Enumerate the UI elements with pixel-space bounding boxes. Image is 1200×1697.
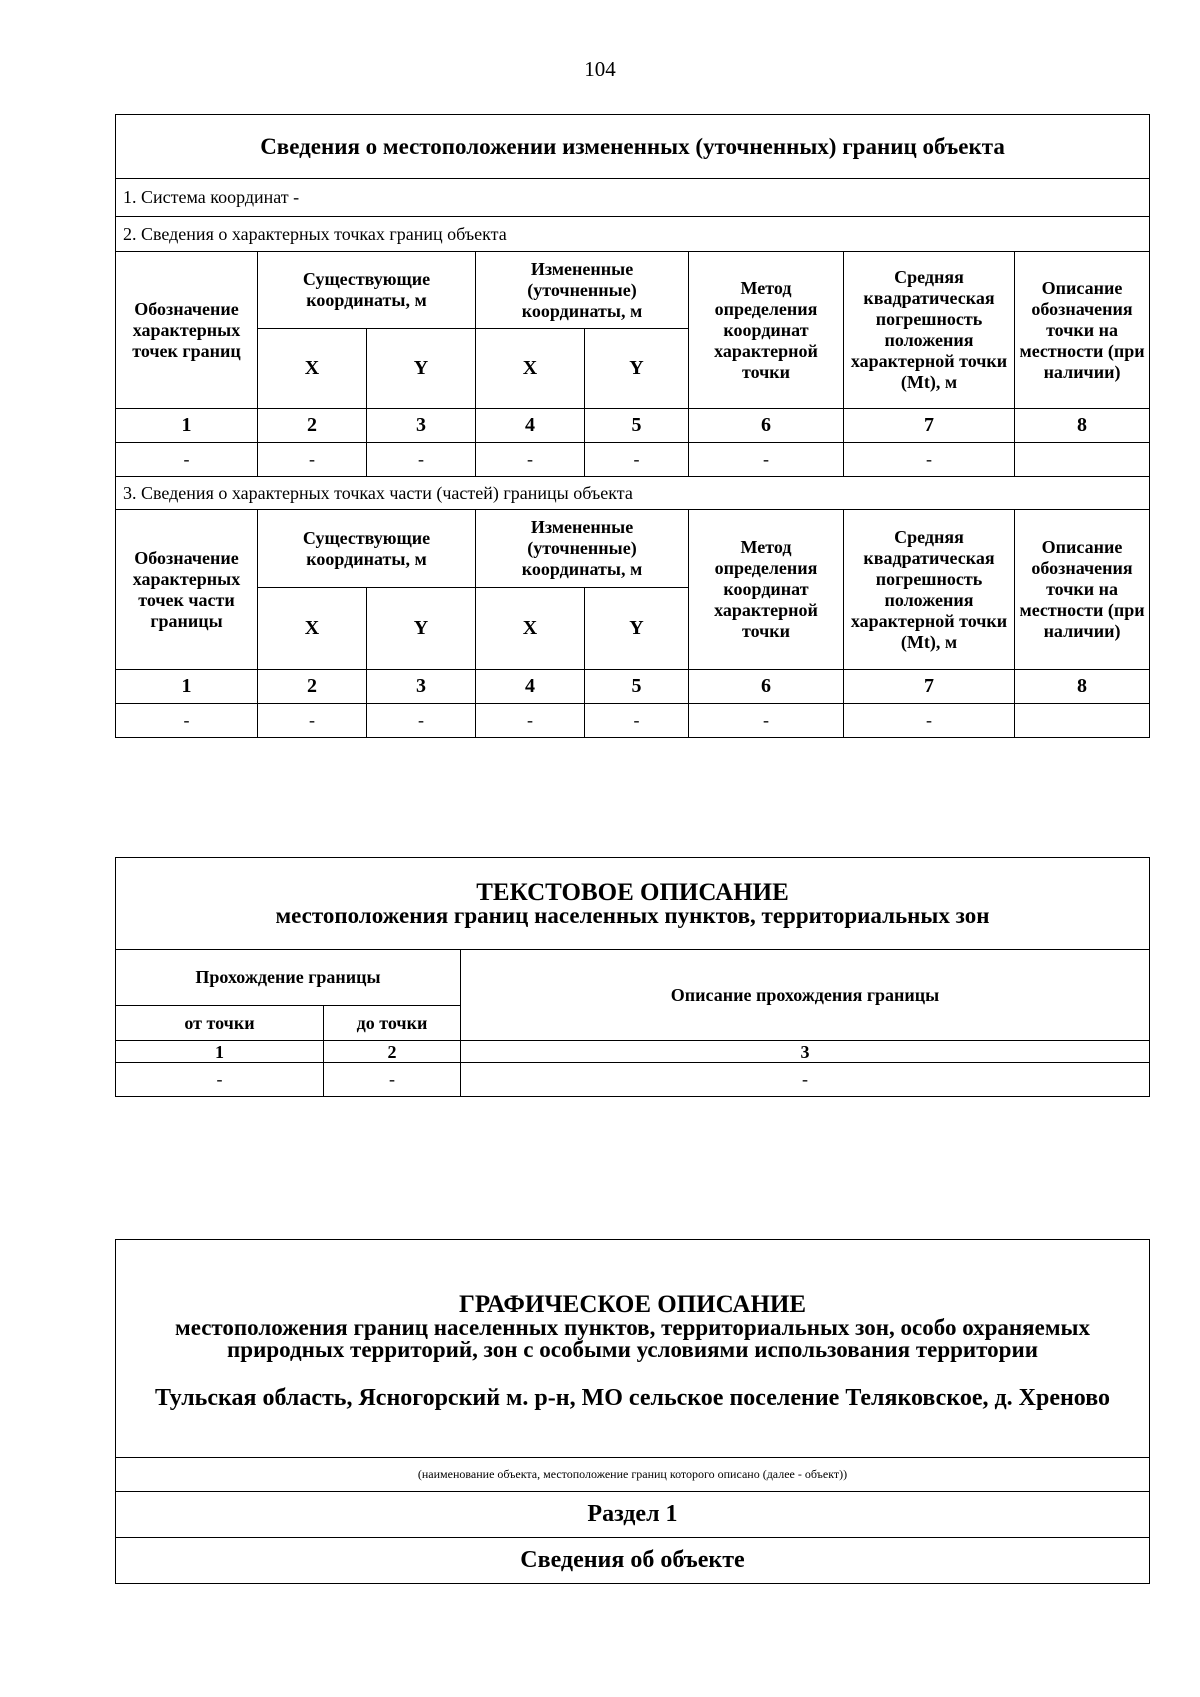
coordinate-system: 1. Система координат - [116,179,1150,217]
header-x: X [476,588,585,670]
graphic-description-table [115,1239,1150,1584]
cell-value: - [689,704,844,738]
header-y: Y [367,588,476,670]
header-existing-coords: Существующие координаты, м [258,510,476,588]
cell-value [1015,443,1150,477]
column-number: 2 [324,1041,461,1063]
header-method: Метод определения координат характерной точки [689,510,844,670]
column-number: 3 [367,409,476,443]
header-designation-part: Обозначение характерных точек части границы [116,510,258,670]
column-number: 6 [689,670,844,704]
header-y: Y [585,329,689,409]
cell-value: - [324,1063,461,1097]
header-error: Средняя квадратическая погрешность положения характерной точки (Mt), м [844,252,1015,409]
column-number: 8 [1015,670,1150,704]
cell-value: - [689,443,844,477]
cell-value: - [367,443,476,477]
boundary-coordinates-table [115,114,1150,738]
column-numbers-row [116,409,1150,443]
text-description-header [116,858,1150,950]
graphic-description-header [116,1240,1150,1458]
text-description-title: ТЕКСТОВОЕ ОПИСАНИЕ [476,879,789,906]
cell-value: - [585,443,689,477]
cell-value: - [367,704,476,738]
header-method: Метод определения координат характерной точки [689,252,844,409]
table-row [116,1063,1150,1097]
header-description: Описание обозначения точки на местности (при наличии) [1015,510,1150,670]
header-x: X [258,329,367,409]
column-number: 1 [116,670,258,704]
column-number: 7 [844,670,1015,704]
cell-value: - [116,704,258,738]
cell-value: - [844,443,1015,477]
header-error: Средняя квадратическая погрешность положения характерной точки (Mt), м [844,510,1015,670]
text-description-table [115,857,1150,1097]
cell-value [1015,704,1150,738]
header-changed-coords: Измененные (уточненные) координаты, м [476,510,689,588]
cell-value: - [461,1063,1150,1097]
cell-value: - [258,704,367,738]
column-number: 4 [476,409,585,443]
cell-value: - [585,704,689,738]
column-numbers-row [116,670,1150,704]
object-name: Тульская область, Ясногорский м. р-н, МО сельское поселение Теляковское, д. Хреново [154,1384,1110,1411]
object-name-note: (наименование объекта, местоположение границ которого описано (далее - объект)) [116,1458,1150,1492]
header-from-point: от точки [116,1006,324,1041]
header-designation: Обозначение характерных точек границ [116,252,258,409]
column-number: 1 [116,1041,324,1063]
column-number: 8 [1015,409,1150,443]
table-title: Сведения о местоположении измененных (уточненных) границ объекта [116,115,1150,179]
header-changed-coords: Измененные (уточненные) координаты, м [476,252,689,329]
table-row [116,443,1150,477]
page-number: 104 [584,57,616,81]
column-number: 7 [844,409,1015,443]
cell-value: - [844,704,1015,738]
cell-value: - [116,443,258,477]
column-number: 3 [367,670,476,704]
cell-value: - [476,704,585,738]
cell-value: - [476,443,585,477]
column-number: 6 [689,409,844,443]
section-number: Раздел 1 [116,1492,1150,1538]
header-boundary-passage: Прохождение границы [116,950,461,1006]
column-numbers-row [116,1041,1150,1063]
header-description: Описание обозначения точки на местности (при наличии) [1015,252,1150,409]
header-to-point: до точки [324,1006,461,1041]
graphic-description-title: ГРАФИЧЕСКОЕ ОПИСАНИЕ [458,1290,807,1318]
text-description-subtitle: местоположения границ населенных пунктов, территориальных зон [275,903,990,928]
cell-value: - [258,443,367,477]
table-row [116,704,1150,738]
cell-value: - [116,1063,324,1097]
header-existing-coords: Существующие координаты, м [258,252,476,329]
section-2-heading: 2. Сведения о характерных точках границ объекта [116,217,1150,252]
header-x: X [258,588,367,670]
graphic-description-subtitle: местоположения границ населенных пунктов, территориальных зон, особо охраняемых природных территорий, зон с особыми условиями использования территории [175,1314,1090,1362]
header-x: X [476,329,585,409]
section-title: Сведения об объекте [116,1538,1150,1584]
column-number: 2 [258,409,367,443]
column-number: 2 [258,670,367,704]
column-number: 5 [585,670,689,704]
section-3-heading: 3. Сведения о характерных точках части (частей) границы объекта [116,477,1150,510]
header-y: Y [367,329,476,409]
header-passage-description: Описание прохождения границы [461,950,1150,1041]
column-number: 4 [476,670,585,704]
header-y: Y [585,588,689,670]
column-number: 1 [116,409,258,443]
column-number: 3 [461,1041,1150,1063]
column-number: 5 [585,409,689,443]
